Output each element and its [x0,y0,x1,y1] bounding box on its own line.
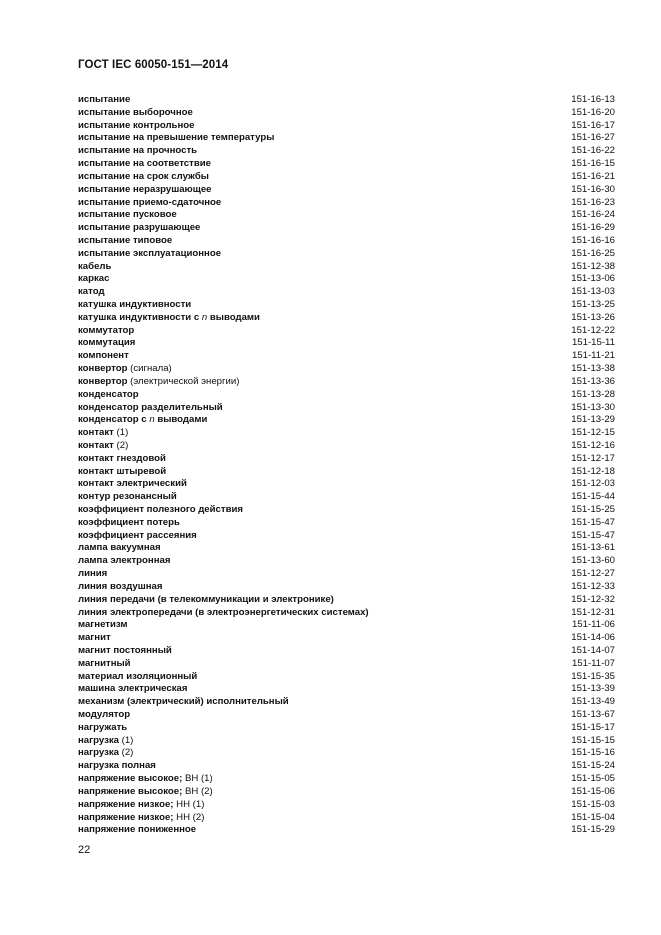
index-entry [78,812,615,825]
index-term: линия электропередачи (в электроэнергетических системах) [78,606,369,618]
index-term: напряжение высокое; ВН (1) [78,773,213,785]
index-term: конденсатор разделительный [78,401,223,413]
index-entry [78,184,615,197]
index-term: модулятор [78,709,131,720]
index-code: 151-14-06 [571,632,615,644]
index-entry [78,594,615,607]
index-code: 151-12-15 [571,427,615,439]
index-term: нагрузка (2) [78,747,134,759]
index-entry [78,158,615,171]
index-term: машина электрическая [78,683,188,695]
index-code: 151-12-17 [571,452,615,464]
index-code: 151-15-24 [571,760,615,772]
index-code: 151-16-17 [571,119,615,131]
index-term: катод [78,286,105,298]
index-term: коммутация [78,337,136,349]
index-code: 151-13-29 [571,414,615,426]
index-term: конденсатор [78,388,139,400]
index-term: лампа электронная [78,555,171,567]
index-entry [78,389,615,402]
index-term: испытание на превышение температуры [78,132,275,144]
index-entry [78,414,615,427]
index-entry [78,683,615,696]
index-term: испытание разрушающее [78,222,201,234]
index-entry [78,402,615,415]
index-code: 151-15-15 [571,734,615,746]
index-code: 151-13-30 [571,401,615,413]
index-term: испытание на прочность [78,145,198,157]
index-entry [78,722,615,735]
index-entry [78,286,615,299]
index-code: 151-15-25 [571,504,615,515]
index-entry [78,773,615,786]
index-term: контакт (1) [78,427,129,439]
index-entry [78,607,615,620]
index-term: напряжение пониженное [78,824,197,836]
index-term: конденсатор с n выводами [78,414,208,426]
index-code: 151-15-35 [571,670,615,682]
index-term: лампа вакуумная [78,542,161,554]
index-code: 151-12-32 [571,593,615,605]
index-entry [78,530,615,543]
index-term: линия воздушная [78,580,163,592]
index-code: 151-16-20 [571,106,615,118]
index-term: напряжение низкое; НН (2) [78,811,205,823]
index-code: 151-16-13 [571,94,615,105]
index-term: контакт штыревой [78,465,167,477]
index-term: линия [78,568,108,580]
index-code: 151-15-06 [571,785,615,797]
index-term: коммутатор [78,324,135,336]
index-entry [78,94,615,107]
index-code: 151-15-05 [571,773,615,785]
index-code: 151-13-67 [571,709,615,720]
index-term: напряжение низкое; НН (1) [78,798,205,810]
index-entry [78,337,615,350]
index-term: катушка индуктивности с n выводами [78,311,260,323]
index-code: 151-16-27 [571,132,615,144]
index-code: 151-15-11 [571,337,615,349]
index-term: коэффициент потерь [78,516,180,528]
index-code: 151-11-21 [571,350,615,362]
index-entry [78,197,615,210]
index-entry [78,568,615,581]
index-term: линия передачи (в телекоммуникации и электронике) [78,593,334,605]
index-term: кабель [78,260,112,272]
index-entry [78,491,615,504]
index-code: 151-12-33 [571,580,615,592]
index-code: 151-15-47 [571,516,615,528]
index-code: 151-16-25 [571,247,615,259]
index-code: 151-15-17 [571,721,615,733]
index-code: 151-12-31 [571,606,615,618]
index-code: 151-16-15 [571,158,615,170]
index-term: контур резонансный [78,491,177,503]
index-code: 151-13-03 [571,286,615,298]
index-entry [78,120,615,133]
index-term: нагружать [78,721,128,733]
index-entry [78,478,615,491]
index-entry [78,696,615,709]
index-entry [78,517,615,530]
index-code: 151-13-38 [571,363,615,375]
index-entry [78,786,615,799]
index-code: 151-15-44 [571,491,615,503]
index-entry [78,466,615,479]
index-entry [78,235,615,248]
index-term: испытание эксплуатационное [78,247,222,259]
index-entry [78,171,615,184]
index-code: 151-15-03 [571,798,615,810]
page-number: 22 [78,844,91,856]
index-entry [78,581,615,594]
index-code: 151-12-22 [571,324,615,336]
index-term: испытание на соответствие [78,158,211,170]
index-code: 151-13-49 [571,696,615,708]
index-term: испытание типовое [78,234,173,246]
index-term: катушка индуктивности [78,299,192,310]
index-code: 151-16-22 [571,145,615,157]
index-entry [78,363,615,376]
index-code: 151-16-16 [571,234,615,246]
index-code: 151-15-47 [571,529,615,541]
index-code: 151-13-25 [571,299,615,310]
index-entry [78,824,615,837]
index-term: контакт (2) [78,439,129,451]
index-code: 151-16-30 [571,183,615,195]
index-code: 151-15-04 [571,811,615,823]
index-code: 151-12-18 [571,465,615,477]
index-term: механизм (электрический) исполнительный [78,696,289,708]
index-term: конвертор (электрической энергии) [78,375,240,387]
index-code: 151-13-39 [571,683,615,695]
index-entry [78,325,615,338]
index-term: коэффициент полезного действия [78,504,243,515]
index-entry [78,440,615,453]
index-code: 151-14-07 [571,644,615,656]
index-code: 151-16-23 [571,196,615,208]
index-code: 151-11-07 [571,657,615,669]
index-term: каркас [78,273,110,285]
index-entry [78,132,615,145]
index-entry [78,273,615,286]
index-code: 151-12-38 [571,260,615,272]
index-term: испытание неразрушающее [78,183,212,195]
index-entry [78,632,615,645]
index-code: 151-16-29 [571,222,615,234]
index-entry [78,747,615,760]
index-entry [78,107,615,120]
index-term: магнит постоянный [78,644,172,656]
index-term: испытание на срок службы [78,170,209,182]
index-term: магнит [78,632,111,644]
index-term: магнетизм [78,619,128,631]
index-term: испытание выборочное [78,106,193,118]
index-code: 151-13-60 [571,555,615,567]
index-entry [78,671,615,684]
index-term: контакт электрический [78,478,187,490]
index-code: 151-13-61 [571,542,615,554]
index-term: нагрузка (1) [78,734,134,746]
index-entry [78,735,615,748]
index-term: коэффициент рассеяния [78,529,197,541]
index-entry [78,222,615,235]
index-code: 151-13-26 [571,311,615,323]
index-entry [78,427,615,440]
index-entry [78,799,615,812]
index-entry [78,312,615,325]
index-term: материал изоляционный [78,670,198,682]
index-code: 151-13-06 [571,273,615,285]
index-entry [78,209,615,222]
index-code: 151-15-29 [571,824,615,836]
index-code: 151-13-28 [571,388,615,400]
index-code: 151-11-06 [571,619,615,631]
index-entry [78,542,615,555]
term-index-list [78,94,615,837]
index-term: контакт гнездовой [78,452,166,464]
index-term: напряжение высокое; ВН (2) [78,785,213,797]
index-entry [78,760,615,773]
index-term: нагрузка полная [78,760,156,772]
index-term: компонент [78,350,129,362]
index-entry [78,248,615,261]
document-header: ГОСТ IEC 60050-151—2014 [78,59,229,71]
index-entry [78,504,615,517]
index-entry [78,299,615,312]
index-term: магнитный [78,657,131,669]
index-term: испытание приемо-сдаточное [78,196,222,208]
index-term: конвертор (сигнала) [78,363,172,375]
index-entry [78,350,615,363]
index-term: испытание [78,94,131,105]
index-entry [78,619,615,632]
index-entry [78,376,615,389]
index-code: 151-12-27 [571,568,615,580]
index-entry [78,145,615,158]
index-code: 151-13-36 [571,375,615,387]
index-code: 151-16-21 [571,170,615,182]
index-code: 151-15-16 [571,747,615,759]
index-entry [78,709,615,722]
index-entry [78,555,615,568]
index-code: 151-16-24 [571,209,615,221]
index-entry [78,261,615,274]
index-code: 151-12-03 [571,478,615,490]
index-term: испытание пусковое [78,209,177,221]
index-entry [78,645,615,658]
index-code: 151-12-16 [571,439,615,451]
index-entry [78,453,615,466]
index-term: испытание контрольное [78,119,195,131]
index-entry [78,658,615,671]
